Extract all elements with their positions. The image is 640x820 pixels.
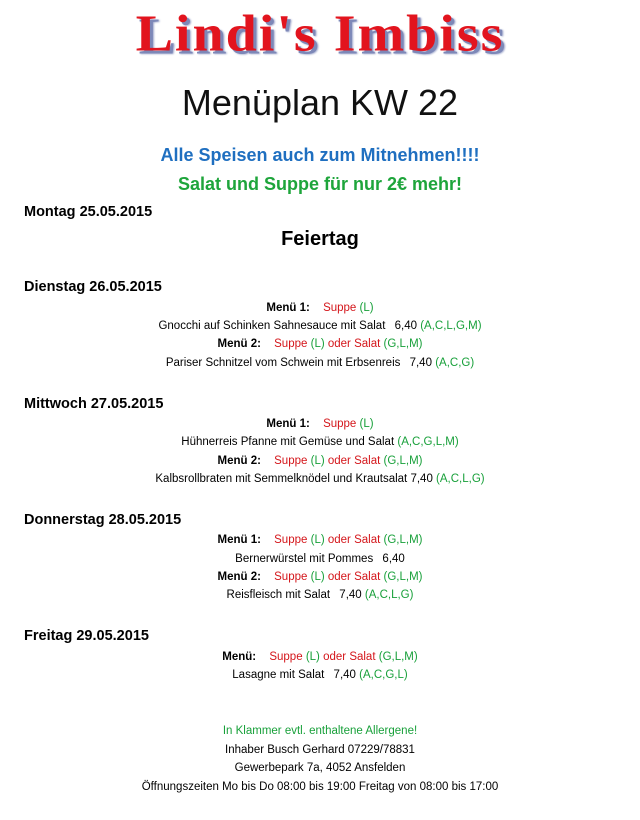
salad-text: Salat [354,338,381,350]
allergen-text: (L) [359,302,374,314]
dish-line [0,357,640,369]
restaurant-logo-title: Lindi's Imbiss [135,5,505,63]
starter-text: Suppe [269,651,303,663]
day-heading-tuesday: Dienstag 26.05.2015 [24,279,162,295]
or-text: oder [327,455,351,467]
opening-hours: Öffnungszeiten Mo bis Do 08:00 bis 19:00 Freitag von 08:00 bis 17:00 [141,781,499,793]
takeaway-notice: Alle Speisen auch zum Mitnehmen!!!! [160,145,480,165]
allergen-note: In Klammer evtl. enthaltene Allergene! [222,725,418,737]
dish-line [0,436,640,448]
day-heading-monday: Montag 25.05.2015 [24,204,153,220]
allergen-text: (A,C,L,G,M) [420,320,482,332]
menu-label: Menü 2: [217,455,261,467]
dish-name: Reisfleisch mit Salat [226,589,331,601]
starter-text: Suppe [274,455,308,467]
allergen-text: (A,C,G,L,M) [397,436,459,448]
allergen-text: (G,L,M) [378,651,418,663]
menu-label: Menü 2: [217,338,261,350]
page-title: Menüplan KW 22 [181,82,459,123]
dish-price: 6,40 [382,553,405,565]
salad-soup-offer: Salat und Suppe für nur 2€ mehr! [177,174,463,194]
starter-text: Suppe [323,418,357,430]
menu-label: Menü 2: [217,571,261,583]
menu-line [0,571,640,583]
allergen-text: (L) [310,455,325,467]
dish-price: 7,40 [410,473,433,485]
salad-text: Salat [354,534,381,546]
day-heading-friday: Freitag 29.05.2015 [24,628,149,644]
dish-name: Bernerwürstel mit Pommes [235,553,374,565]
dish-line [0,553,640,565]
dish-price: 7,40 [339,589,362,601]
starter-text: Suppe [274,534,308,546]
dish-name: Hühnerreis Pfanne mit Gemüse und Salat [181,436,395,448]
menu-line [0,651,640,663]
menu-line [0,455,640,467]
allergen-text: (L) [305,651,320,663]
dish-name: Gnocchi auf Schinken Sahnesauce mit Salat [158,320,386,332]
starter-text: Suppe [274,571,308,583]
menu-label: Menü 1: [217,534,261,546]
starter-text: Suppe [274,338,308,350]
dish-name: Pariser Schnitzel vom Schwein mit Erbsenreis [165,357,401,369]
allergen-text: (G,L,M) [383,534,423,546]
starter-text: Suppe [323,302,357,314]
dish-line [0,320,640,332]
dish-line [0,473,640,485]
dish-price: 6,40 [394,320,417,332]
menu-line [0,338,640,350]
or-text: oder [327,338,351,350]
allergen-text: (L) [310,534,325,546]
holiday-label: Feiertag [281,228,359,250]
allergen-text: (L) [359,418,374,430]
salad-text: Salat [354,455,381,467]
or-text: oder [327,571,351,583]
dish-price: 7,40 [333,669,356,681]
salad-text: Salat [354,571,381,583]
owner-contact: Inhaber Busch Gerhard 07229/78831 [225,744,415,756]
menu-line [0,302,640,314]
menu-label: Menü: [222,651,257,663]
day-heading-thursday: Donnerstag 28.05.2015 [24,512,182,528]
salad-text: Salat [349,651,376,663]
allergen-text: (A,C,G,L) [359,669,408,681]
or-text: oder [323,651,347,663]
allergen-text: (A,C,L,G) [364,589,414,601]
dish-name: Lasagne mit Salat [232,669,325,681]
allergen-text: (G,L,M) [383,571,423,583]
allergen-text: (G,L,M) [383,455,423,467]
address: Gewerbepark 7a, 4052 Ansfelden [234,762,406,774]
allergen-text: (G,L,M) [383,338,423,350]
or-text: oder [327,534,351,546]
menu-line [0,534,640,546]
menu-label: Menü 1: [266,302,310,314]
menu-label: Menü 1: [266,418,310,430]
dish-line [0,669,640,681]
allergen-text: (A,C,L,G) [436,473,485,485]
day-heading-wednesday: Mittwoch 27.05.2015 [24,396,164,412]
dish-name: Kalbsrollbraten mit Semmelknödel und Krautsalat [155,473,408,485]
allergen-text: (L) [310,338,325,350]
allergen-text: (A,C,G) [435,357,475,369]
allergen-text: (L) [310,571,325,583]
dish-price: 7,40 [409,357,432,369]
dish-line [0,589,640,601]
menu-line [0,418,640,430]
